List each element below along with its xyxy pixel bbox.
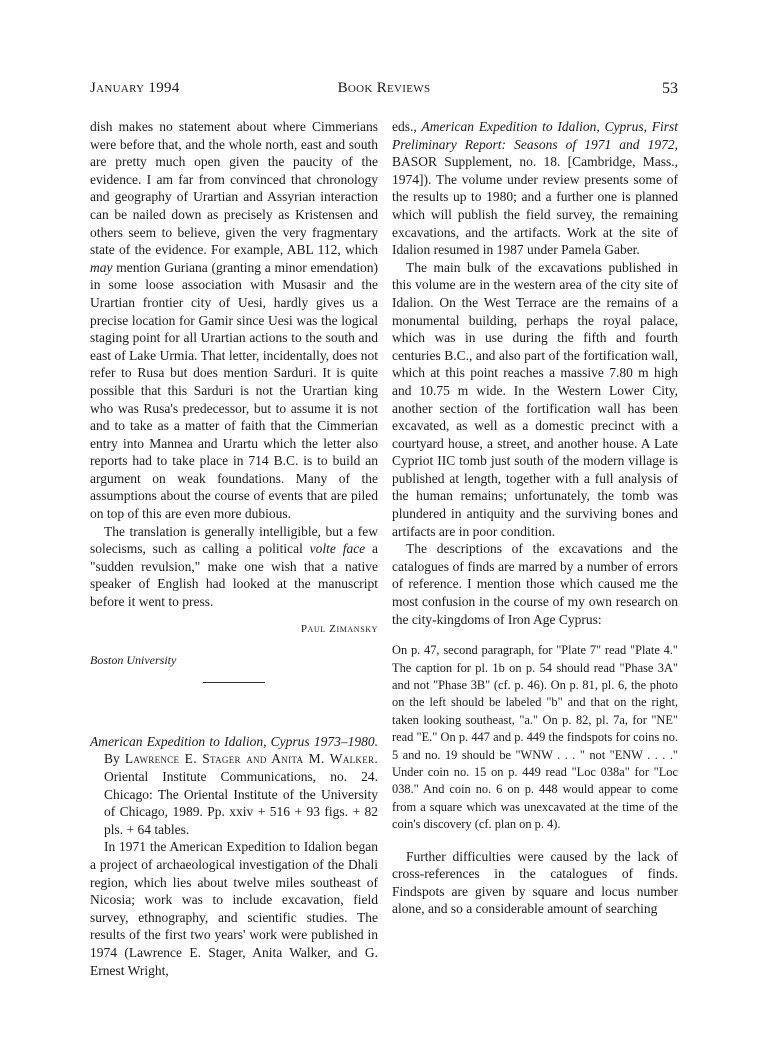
paragraph: The translation is generally intelligible, but a few solecisms, such as calling a political volte face a "sudden revulsion," make one wish that a native speaker of English had looked at the manuscript before it went to press. [90, 523, 378, 610]
section-divider [203, 682, 265, 683]
paragraph: In 1971 the American Expedition to Idalion began a project of archaeological investigation of the Dhali region, which lies about twelve miles southeast of Nicosia; work was to include excavation, field survey, ethnography, and scientific studies. The results of the first two years' work were published in 1974 (Lawrence E. Stager, Anita Walker, and G. Ernest Wright, [90, 839, 378, 978]
paragraph: eds., American Expedition to Idalion, Cyprus, First Preliminary Report: Seasons of 1971 and 1972, BASOR Supplement, no. 18. [Cambridge, Mass., 1974]). The volume under review presents some of the results up to 1980; and a further one is planned which will publish the field survey, the remaining excavations, and the artifacts. Work at the site of Idalion resumed in 1987 under Pamela Gaber. [392, 119, 678, 258]
paragraph: dish makes no statement about where Cimmerians were before that, and the whole north, east and south are pretty much open given the paucity of the evidence. I am far from convinced that chronology and geography of Urartian and Assyrian interaction can be nailed down as precisely as Kristensen and others seem to believe, given the very fragmentary state of the evidence. For example, ABL 112, which may mention Guriana (granting a minor emendation) in some loose association with Musasir and the Urartian frontier city of Uesi, hardly gives us a precise location for Gamir since Uesi was the logical staging point for all Urartian actions to the south and east of Lake Urmia. That letter, incidentally, does not refer to Rusa but does mention Sarduri. It is quite possible that this Sarduri is not the Urartian king who was Rusa's predecessor, but to assume it is not and to take as a matter of faith that the Cimmerian entry into Mannea and Urartu which the letter also reports had to take place in 714 B.C. is to build an argument on weak foundations. Many of the assumptions about the course of events that are piled on top of this are even more dubious. [90, 119, 378, 522]
reviewer-affiliation: Boston University [90, 653, 177, 668]
running-header [90, 80, 678, 100]
reviewer-signature: Paul Zimansky [300, 622, 378, 635]
right-column [392, 118, 678, 918]
paragraph: The descriptions of the excavations and the catalogues of finds are marred by a number of errors of reference. I mention those which caused me the most confusion in the course of my own research on the city-kingdoms of Iron Age Cyprus: [392, 541, 678, 627]
paragraph: Further difficulties were caused by the lack of cross-references in the catalogues of finds. Findspots are given by square and locus number alone, and so a considerable amount of searching [392, 848, 678, 917]
header-section: Book Reviews [337, 80, 431, 96]
page-number: 53 [662, 80, 678, 97]
paragraph: The main bulk of the excavations published in this volume are in the western area of the city site of Idalion. On the West Terrace are the remains of a monumental building, perhaps the royal palace, which was in use during the fifth and fourth centuries B.C., and also part of the fortification wall, which at this point reaches a massive 7.80 m high and 10.75 m wide. In the Western Lower City, another section of the fortification wall has been excavated, as well as a domestic precinct with a courtyard house, a street, and another house. A Late Cypriot IIC tomb just south of the modern village is published at length, together with a full analysis of the human remains; unfortunately, the tomb was plundered in antiquity and the surviving bones and artifacts are in poor condition. [392, 259, 678, 539]
review-citation: American Expedition to Idalion, Cyprus 1973–1980. By Lawrence E. Stager and Anita M. Walker. Oriental Institute Communications, no. 24. Chicago: The Oriental Institute of the University of Chicago, 1989. Pp. xxiv + 516 + 93 figs. + 82 pls. + 64 tables. [90, 733, 378, 837]
header-date: January 1994 [90, 80, 180, 96]
left-column [90, 118, 378, 979]
errata-block: On p. 47, second paragraph, for "Plate 7" read "Plate 4." The caption for pl. 1b on p. 54 should read "Phase 3A" and not "Phase 3B" (cf. p. 46). On p. 81, pl. 6, the photo on the left should be labeled "b" and that on the right, taken looking southeast, "a." On p. 82, pl. 7a, for "NE" read "E." On p. 447 and p. 449 the findspots for coins no. 5 and no. 19 should be "WNW . . . " not "ENW . . . ." Under coin no. 15 on p. 449 read "Loc 038a" for "Loc 038." And coin no. 6 on p. 448 would appear to come from a square which was unexcavated at the time of the coin's discovery (cf. plan on p. 4). [392, 643, 678, 832]
